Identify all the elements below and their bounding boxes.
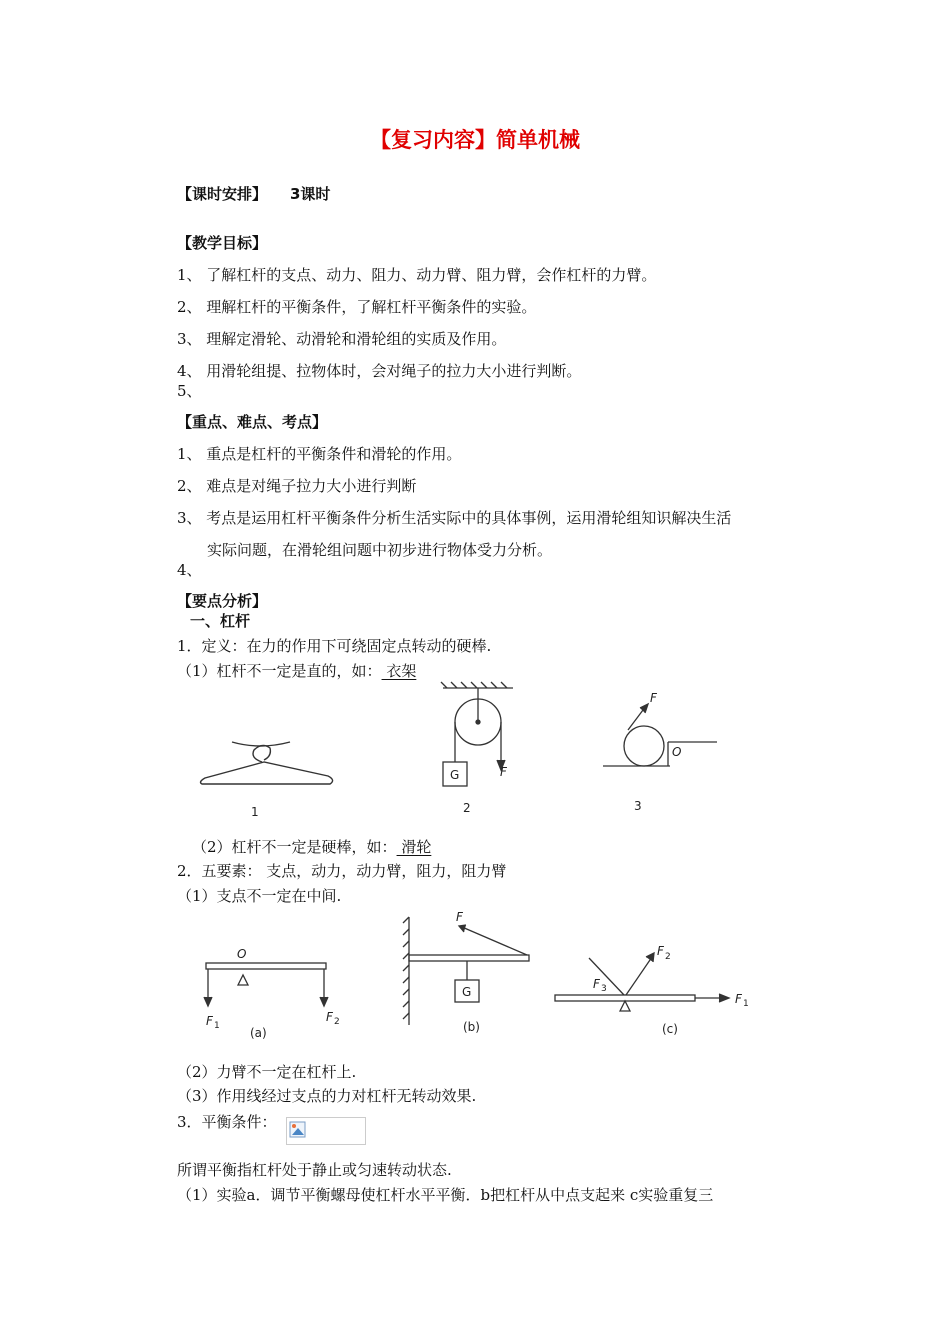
keypoints-heading: 【重点、难点、考点】 [177, 413, 328, 431]
objective-item: 2、 理解杠杆的平衡条件，了解杠杆平衡条件的实验。 [177, 298, 537, 316]
objective-item: 3、 理解定滑轮、动滑轮和滑轮组的实质及作用。 [177, 330, 507, 348]
subscript-label: 1 [214, 1021, 220, 1031]
subscript-label: 1 [743, 999, 749, 1009]
subscript-label: 3 [601, 984, 607, 994]
objective-item: 4、 用滑轮组提、拉物体时，会对绳子的拉力大小进行判断。 [177, 362, 582, 380]
note-answer: 滑轮 [396, 838, 432, 856]
schedule-heading: 【课时安排】 [177, 185, 268, 203]
force-label: F [735, 992, 742, 1006]
five-elements: 2．五要素： 支点，动力，动力臂，阻力，阻力臂 [177, 862, 507, 880]
force-label: F [657, 944, 664, 958]
pivot-label: O [672, 745, 682, 759]
force-label: F [326, 1010, 333, 1024]
lever-note-2 [192, 837, 431, 857]
figure-row-1 [0, 680, 950, 830]
note-text: （2）杠杆不一定是硬棒，如： [192, 838, 397, 856]
section-lever-heading: 一、杠杆 [190, 612, 251, 630]
lever-note-1 [177, 661, 416, 681]
wheel-step-diagram [603, 704, 717, 766]
note-text: （1）杠杆不一定是直的，如： [177, 662, 382, 680]
figure-label-3: 3 [634, 799, 642, 813]
figure-label-c: (c) [662, 1022, 678, 1036]
force-label: F [456, 910, 463, 924]
keypoint-item: 2、 难点是对绳子拉力大小进行判断 [177, 477, 417, 495]
experiment-text: （1）实验a．调节平衡螺母使杠杆水平平衡．b把杠杆从中点支起来 c实验重复三 [177, 1186, 714, 1204]
objective-item: 5、 [177, 382, 202, 400]
figure-label-2: 2 [463, 801, 471, 815]
five-note-1: （1）支点不一定在中间. [177, 887, 342, 905]
objective-item: 1、 了解杠杆的支点、动力、阻力、动力臂、阻力臂，会作杠杆的力臂。 [177, 266, 657, 284]
schedule-value: 3课时 [290, 185, 331, 203]
subscript-label: 2 [665, 952, 671, 962]
five-note-2: （2）力臂不一定在杠杆上. [177, 1063, 357, 1081]
lever-diagram-c [555, 953, 729, 1011]
broken-image-icon [289, 1121, 307, 1139]
weight-label: G [450, 768, 460, 782]
force-label: F [593, 977, 600, 991]
page-title: 【复习内容】简单机械 [370, 128, 580, 152]
figure-row-2 [0, 905, 950, 1045]
balance-condition-label: 3．平衡条件： [177, 1113, 277, 1131]
lever-definition: 1．定义：在力的作用下可绕固定点转动的硬棒. [177, 637, 492, 655]
balance-state: 所谓平衡指杠杆处于静止或匀速转动状态. [177, 1161, 452, 1179]
pivot-label: O [237, 947, 247, 961]
lever-diagram-b [403, 917, 529, 1025]
figure-label-b: (b) [463, 1020, 480, 1034]
weight-label: G [462, 985, 472, 999]
hanger-diagram [201, 742, 333, 784]
keypoint-item: 1、 重点是杠杆的平衡条件和滑轮的作用。 [177, 445, 462, 463]
formula-image-placeholder [286, 1117, 366, 1145]
figure-label-1: 1 [251, 805, 259, 819]
lever-diagram-a [204, 963, 328, 1006]
keypoint-item: 3、 考点是运用杠杆平衡条件分析生活实际中的具体事例，运用滑轮组知识解决生活 [177, 509, 732, 527]
figure-label-a: (a) [250, 1026, 267, 1040]
note-answer: 衣架 [381, 662, 417, 680]
force-label: F [206, 1014, 213, 1028]
force-label: F [500, 765, 507, 779]
keypoint-item: 4、 [177, 561, 202, 579]
subscript-label: 2 [334, 1017, 340, 1027]
keypoint-item: 实际问题，在滑轮组问题中初步进行物体受力分析。 [207, 541, 553, 559]
analysis-heading: 【要点分析】 [177, 592, 268, 610]
objectives-heading: 【教学目标】 [177, 234, 268, 252]
five-note-3: （3）作用线经过支点的力对杠杆无转动效果. [177, 1087, 477, 1105]
force-label: F [650, 691, 657, 705]
